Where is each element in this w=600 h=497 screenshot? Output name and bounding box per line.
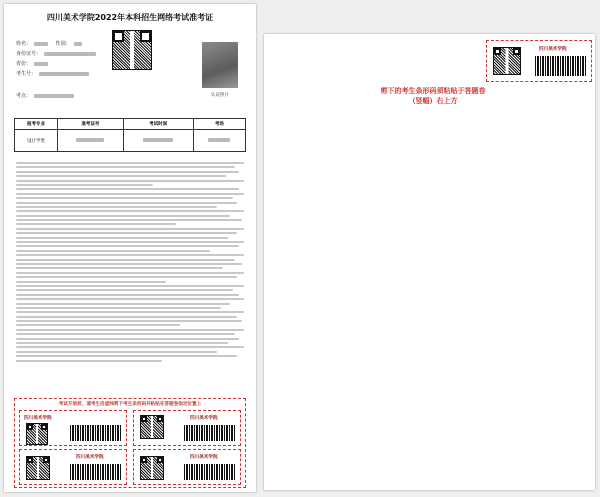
rules-line-placeholder — [16, 276, 237, 278]
field-gender-label: 性别： — [55, 41, 71, 47]
candidate-photo — [202, 42, 238, 88]
cell-room — [193, 130, 245, 152]
rules-line-placeholder — [16, 320, 242, 322]
rules-line-placeholder — [16, 184, 153, 186]
barcode-sticker — [133, 410, 241, 446]
rules-line-placeholder — [16, 219, 242, 221]
col-room: 考场 — [193, 119, 245, 130]
rules-line-placeholder — [16, 316, 237, 318]
rules-line-placeholder — [16, 272, 244, 274]
rules-line-placeholder — [16, 346, 244, 348]
rules-line-placeholder — [16, 355, 237, 357]
barcode-sticker — [19, 410, 127, 446]
rules-line-placeholder — [16, 263, 242, 265]
rules-line-placeholder — [16, 303, 230, 305]
sticker-barcode — [184, 425, 236, 441]
barcode-sticker — [133, 449, 241, 485]
field-name-label: 姓名： — [16, 41, 32, 47]
col-ticket-no: 准考证号 — [58, 119, 124, 130]
field-name — [16, 40, 82, 47]
field-province-label: 省份： — [16, 61, 32, 67]
sticker-qr-code — [26, 456, 50, 480]
rules-line-placeholder — [16, 193, 244, 195]
rules-line-placeholder — [16, 245, 239, 247]
rules-line-placeholder — [16, 171, 239, 173]
answer-sheet-page — [264, 34, 595, 490]
paste-instruction-line1: 剪下的考生条形码须粘贴于答题卷 — [380, 87, 486, 95]
rules-line-placeholder — [16, 351, 217, 353]
rules-line-placeholder — [16, 206, 217, 208]
exam-info-table — [14, 118, 246, 152]
table-header-row — [15, 119, 246, 130]
rules-line-placeholder — [16, 223, 176, 225]
school-seal: 四川美术学院 — [190, 416, 218, 421]
rules-line-placeholder — [16, 241, 244, 243]
answer-sheet-qr-code — [493, 47, 521, 75]
rules-line-placeholder — [16, 289, 233, 291]
rules-line-placeholder — [16, 259, 235, 261]
rules-line-placeholder — [16, 360, 162, 362]
rules-line-placeholder — [16, 232, 237, 234]
rules-line-placeholder — [16, 228, 244, 230]
rules-line-placeholder — [16, 267, 223, 269]
rules-line-placeholder — [16, 307, 221, 309]
cut-area — [14, 398, 246, 488]
rules-line-placeholder — [16, 281, 166, 283]
rules-line-placeholder — [16, 202, 237, 204]
rules-line-placeholder — [16, 166, 235, 168]
cell-time — [123, 130, 193, 152]
rules-line-placeholder — [16, 285, 244, 287]
rules-line-placeholder — [16, 188, 239, 190]
rules-line-placeholder — [16, 342, 228, 344]
paste-instruction — [368, 86, 498, 106]
field-venue — [16, 92, 74, 99]
rules-line-placeholder — [16, 237, 228, 239]
field-venue-label: 考点： — [16, 93, 32, 99]
col-time: 考试时间 — [123, 119, 193, 130]
rules-line-placeholder — [16, 298, 244, 300]
paste-instruction-line2: （竖幅）右上方 — [408, 97, 458, 105]
sticker-qr-code — [140, 456, 164, 480]
rules-line-placeholder — [16, 162, 244, 164]
admission-ticket-page — [4, 4, 256, 492]
rules-line-placeholder — [16, 333, 235, 335]
field-province — [16, 60, 48, 67]
table-row — [15, 130, 246, 152]
rules-line-placeholder — [16, 197, 233, 199]
school-seal: 四川美术学院 — [76, 455, 104, 460]
rules-line-placeholder — [16, 215, 230, 217]
rules-line-placeholder — [16, 180, 244, 182]
rules-line-placeholder — [16, 250, 210, 252]
answer-sheet-barcode-sticker — [486, 40, 592, 82]
field-candidate-no-label: 考生号： — [16, 71, 37, 77]
col-major: 报考专业 — [15, 119, 58, 130]
exam-rules-text — [16, 162, 244, 364]
cell-major: 设计学类 — [15, 130, 58, 152]
sticker-barcode — [70, 425, 122, 441]
sticker-barcode — [70, 464, 122, 480]
rules-line-placeholder — [16, 324, 180, 326]
sticker-qr-code — [140, 415, 164, 439]
sticker-barcode — [184, 464, 236, 480]
rules-line-placeholder — [16, 338, 239, 340]
photo-caption: 认证照片 — [211, 93, 229, 98]
school-seal: 四川美术学院 — [190, 455, 218, 460]
ticket-qr-code — [112, 30, 152, 70]
rules-line-placeholder — [16, 210, 244, 212]
answer-sheet-barcode — [535, 56, 587, 76]
school-seal: 四川美术学院 — [539, 47, 567, 52]
field-id-label: 身份证号： — [16, 51, 42, 57]
cell-ticket-no — [58, 130, 124, 152]
ticket-title: 四川美术学院2022年本科招生网络考试准考证 — [46, 13, 214, 22]
rules-line-placeholder — [16, 294, 239, 296]
barcode-sticker — [19, 449, 127, 485]
cut-notice: 考试开始前，请考生沿虚线剪下考生条形码并粘贴在答题卷指定位置上 — [58, 402, 202, 407]
school-seal: 四川美术学院 — [24, 416, 52, 421]
field-id — [16, 50, 96, 57]
rules-line-placeholder — [16, 329, 244, 331]
rules-line-placeholder — [16, 311, 244, 313]
field-candidate-no — [16, 70, 89, 77]
sticker-qr-code — [26, 423, 48, 445]
rules-line-placeholder — [16, 175, 226, 177]
rules-line-placeholder — [16, 254, 244, 256]
